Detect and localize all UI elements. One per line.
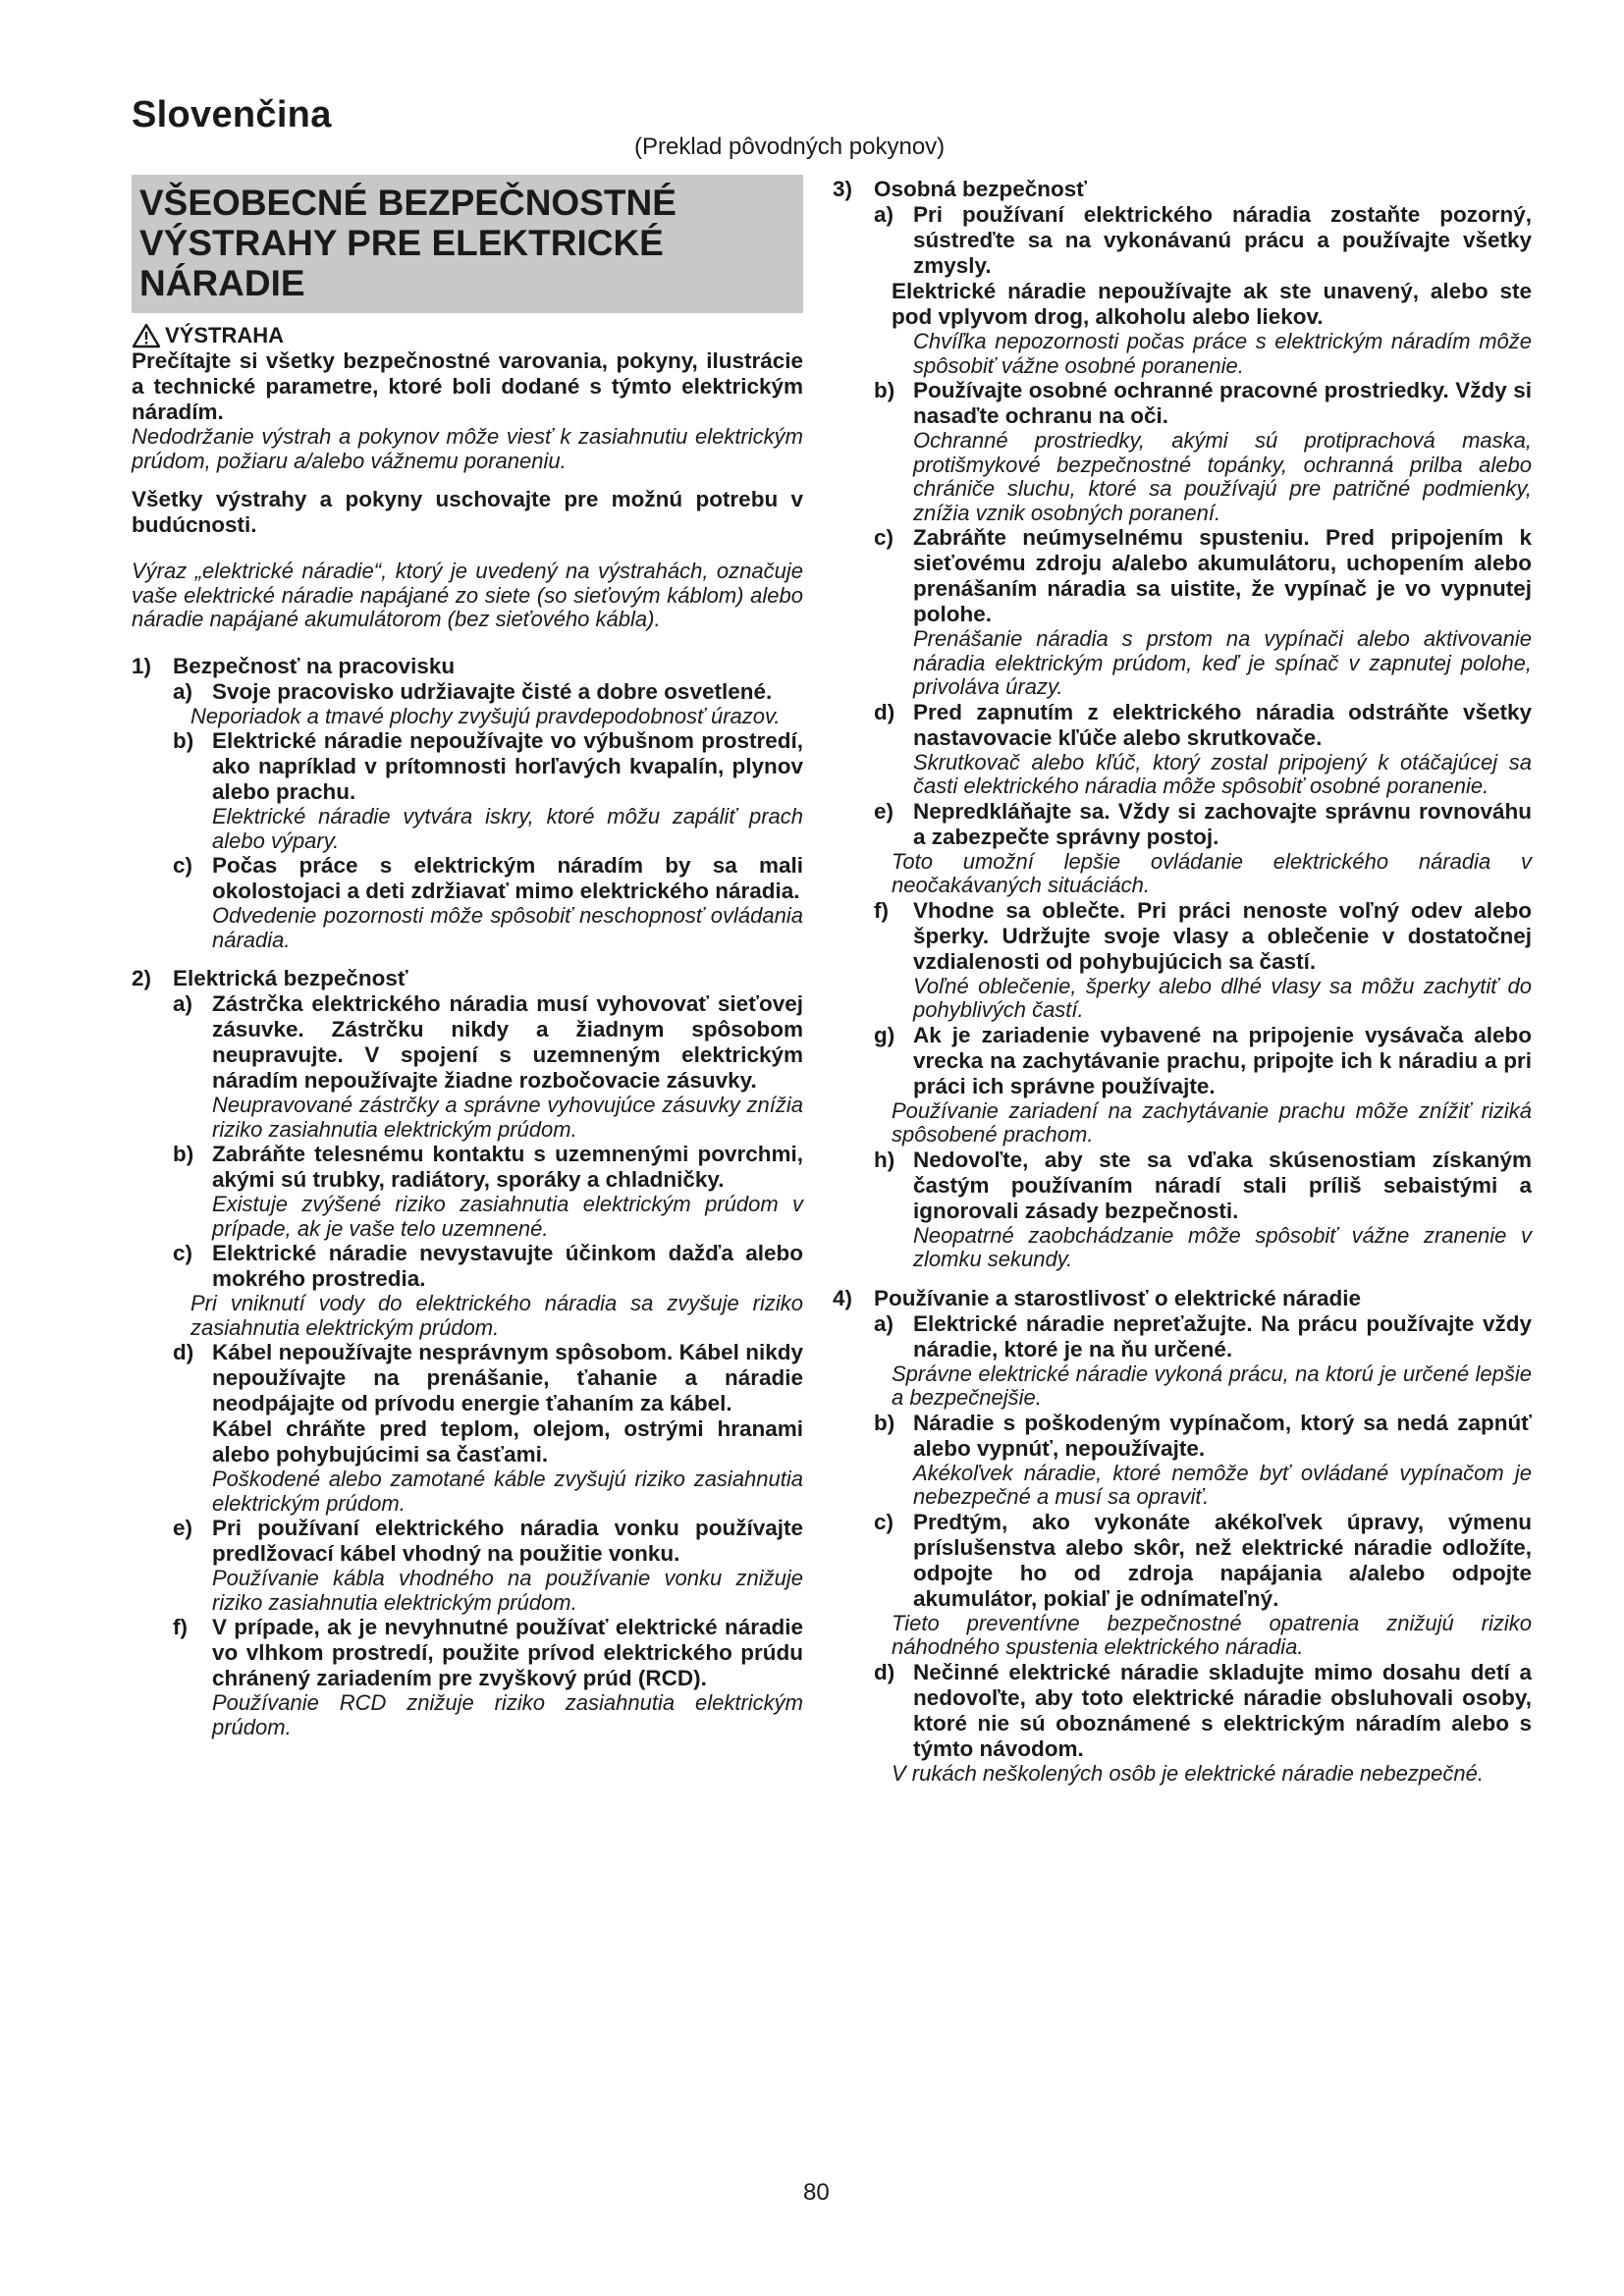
item-note: Chvíľka nepozornosti počas práce s elektrickým náradím môže spôsobiť vážne osobné poranenie.: [913, 329, 1532, 378]
list-item: b) Náradie s poškodeným vypínačom, ktorý sa nedá zapnúť alebo vypnúť, nepoužívajte. Akékoľvek náradie, ktoré nemôže byť ovládané vypínačom je nebezpečné a musí sa opraviť.: [874, 1410, 1532, 1509]
section-heading: 2) Elektrická bezpečnosť: [132, 966, 408, 990]
list-item: a) Svoje pracovisko udržiavajte čisté a dobre osvetlené.: [173, 678, 773, 704]
item-note: Správne elektrické náradie vykoná prácu, na ktorú je určené lepšie a bezpečnejšie.: [892, 1361, 1532, 1410]
translation-note: (Preklad pôvodných pokynov): [634, 133, 946, 160]
warning-bold-text: Prečítajte si všetky bezpečnostné varovania, pokyny, ilustrácie a technické parametre, ktoré boli dodané s týmto elektrickým náradím.: [132, 348, 803, 424]
list-item: b) Používajte osobné ochranné pracovné prostriedky. Vždy si nasaďte ochranu na oči. Ochranné prostriedky, akými sú protiprachová maska, protišmykové bezpečnostné topánky, ochranná prilba alebo chrániče sluchu, ktoré sa používajú pre patričné podmienky, znížia vznik osobných poranení.: [874, 378, 1532, 525]
section-title-box: [132, 175, 803, 313]
definition-text: Výraz „elektrické náradie“, ktorý je uvedený na výstrahách, označuje vaše elektrické náradie napájané zo siete (so sieťovým káblom) alebo náradie napájané akumulátorom (bez sieťového kábla).: [132, 559, 803, 631]
list-item: f) Vhodne sa oblečte. Pri práci nenoste voľný odev alebo šperky. Udržujte svoje vlasy a oblečenie v dostatočnej vzdialenosti od pohybujúcich sa častí. Voľné oblečenie, šperky alebo dlhé vlasy sa môžu zachytiť do pohyblivých častí.: [874, 897, 1532, 1022]
list-item: e) Pri používaní elektrického náradia vonku používajte predlžovací kábel vhodný na použitie vonku. Používanie kábla vhodného na používanie vonku znižuje riziko zasiahnutia elektrickým prúdom.: [173, 1516, 803, 1615]
list-item: h) Nedovoľte, aby ste sa vďaka skúsenostiam získaným častým používaním náradí stali príliš sebaistými a ignorovali zásady bezpečnosti. Neopatrné zaobchádzanie môže spôsobiť vážne zranenie v zlomku sekundy.: [874, 1147, 1532, 1271]
list-item: d) Pred zapnutím z elektrického náradia odstráňte všetky nastavovacie kľúče alebo skrutkovače. Skrutkovač alebo kľúč, ktorý zostal pripojený k otáčajúcej sa časti elektrického náradia môže spôsobiť osobné poranenie.: [874, 699, 1532, 798]
language-heading: Slovenčina: [132, 94, 332, 135]
title-line: VŠEOBECNÉ BEZPEČNOSTNÉ: [139, 183, 677, 223]
list-item: d) Nečinné elektrické náradie skladujte mimo dosahu detí a nedovoľte, aby toto elektrické náradie obsluhovali osoby, ktoré nie sú oboznámené s elektrickým náradím alebo s týmto návodom.: [874, 1659, 1532, 1761]
list-item: b) Zabráňte telesnému kontaktu s uzemnenými povrchmi, akými sú trubky, radiátory, sporáky a chladničky. Existuje zvýšené riziko zasiahnutia elektrickým prúdom v prípade, ak je vaše telo uzemnené.: [173, 1142, 803, 1241]
item-note: Toto umožní lepšie ovládanie elektrického náradia v neočakávaných situáciách.: [892, 848, 1532, 897]
list-item: f) V prípade, ak je nevyhnutné používať elektrické náradie vo vlhkom prostredí, použite prívod elektrického prúdu chránený zariadením pre zvyškový prúd (RCD). Používanie RCD znižuje riziko zasiahnutia elektrickým prúdom.: [173, 1615, 803, 1739]
list-item: a) Pri používaní elektrického náradia zostaňte pozorný, sústreďte sa na vykonávanú prácu a používajte všetky zmysly.: [874, 202, 1532, 278]
warning-heading: [132, 323, 803, 348]
item-note: Tieto preventívne bezpečnostné opatrenia znižujú riziko náhodného spustenia elektrického náradia.: [892, 1610, 1532, 1659]
warning-triangle-icon: [132, 323, 161, 348]
list-item: a) Zástrčka elektrického náradia musí vyhovovať sieťovej zásuvke. Zástrčku nikdy a žiadnym spôsobom neupravujte. V spojení s uzemneným elektrickým náradím nepoužívajte žiadne rozbočovacie zásuvky. Neupravované zástrčky a správne vyhovujúce zásuvky znížia riziko zasiahnutia elektrickým prúdom.: [173, 991, 803, 1142]
right-column: [833, 177, 1532, 1786]
item-note: V rukách neškolených osôb je elektrické náradie nebezpečné.: [892, 1760, 1484, 1786]
list-item: c) Zabráňte neúmyselnému spusteniu. Pred pripojením k sieťovému zdroju a/alebo akumulátoru, uchopením alebo prenášaním náradia sa uistite, že vypínač je vo vypnutej polohe. Prenášanie náradia s prstom na vypínači alebo aktivovanie náradia elektrickým prúdom, keď je spínač v zapnutej polohe, privoláva úrazy.: [874, 525, 1532, 699]
list-item: c) Elektrické náradie nevystavujte účinkom dažďa alebo mokrého prostredia.: [173, 1241, 803, 1291]
list-item: c) Počas práce s elektrickým náradím by sa mali okolostojaci a deti zdržiavať mimo elektrického náradia. Odvedenie pozornosti môže spôsobiť neschopnosť ovládania náradia.: [173, 853, 803, 952]
section-heading: 1) Bezpečnosť na pracovisku: [132, 653, 456, 678]
list-item: a) Elektrické náradie nepreťažujte. Na prácu používajte vždy náradie, ktoré je na ňu určené.: [874, 1310, 1532, 1362]
title-line: VÝSTRAHY PRE ELEKTRICKÉ: [139, 223, 664, 263]
list-item: d) Kábel nepoužívajte nesprávnym spôsobom. Kábel nikdy nepoužívajte na prenášanie, ťahanie a náradie neodpájajte od prívodu energie ťahaním za kábel. Kábel chráňte pred teplom, olejom, ostrými hranami alebo pohybujúcimi sa časťami. Poškodené alebo zamotané káble zvyšujú riziko zasiahnutia elektrickým prúdom.: [173, 1340, 803, 1516]
keep-instructions-text: Všetky výstrahy a pokyny uschovajte pre možnú potrebu v budúcnosti.: [132, 487, 803, 537]
list-item: g) Ak je zariadenie vybavené na pripojenie vysávača alebo vrecka na zachytávanie prachu, pripojte ich k náradiu a pri práci ich správne používajte.: [874, 1022, 1532, 1098]
item-note: Neporiadok a tmavé plochy zvyšujú pravdepodobnosť úrazov.: [190, 703, 781, 728]
item-note: Používanie zariadení na zachytávanie prachu môže znížiť riziká spôsobené prachom.: [892, 1097, 1532, 1147]
list-item: b) Elektrické náradie nepoužívajte vo výbušnom prostredí, ako napríklad v prítomnosti horľavých kvapalín, plynov alebo prachu. Elektrické náradie vytvára iskry, ktoré môžu zapáliť prach alebo výpary.: [173, 728, 803, 853]
warning-label: VÝSTRAHA: [165, 323, 285, 347]
section-heading: 3) Osobná bezpečnosť: [833, 177, 1088, 201]
left-column: [132, 175, 803, 1739]
title-line: NÁRADIE: [139, 263, 305, 303]
warning-italic-text: Nedodržanie výstrah a pokynov môže viesť k zasiahnutiu elektrickým prúdom, požiaru a/alebo vážnemu poraneniu.: [132, 424, 803, 473]
list-item: e) Nepredkláňajte sa. Vždy si zachovajte správnu rovnováhu a zabezpečte správny postoj.: [874, 798, 1532, 849]
list-item: c) Predtým, ako vykonáte akékoľvek úpravy, výmenu príslušenstva alebo skôr, než elektrické náradie odložíte, odpojte ho od zdroja napájania a/alebo odpojte akumulátor, pokiaľ je odnímateľný.: [874, 1509, 1532, 1611]
section-heading: 4) Používanie a starostlivosť o elektrické náradie: [833, 1285, 1361, 1310]
item-note: Pri vniknutí vody do elektrického náradia sa zvyšuje riziko zasiahnutia elektrickým prúdom.: [190, 1291, 803, 1340]
page-number: 80: [803, 2179, 830, 2206]
item-extra-bold: Elektrické náradie nepoužívajte ak ste unavený, alebo ste pod vplyvom drog, alkoholu alebo liekov.: [892, 279, 1532, 329]
